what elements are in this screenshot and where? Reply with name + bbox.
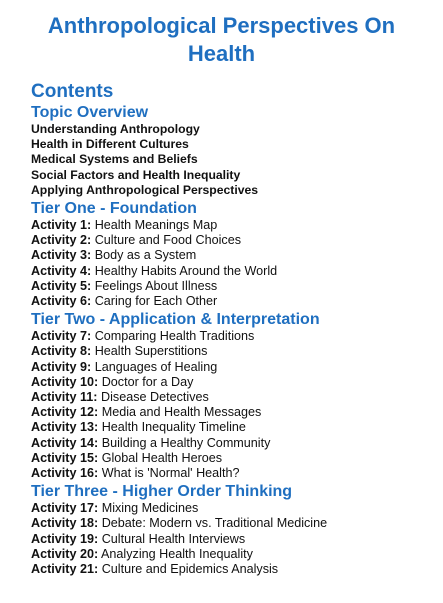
activity-item: [31, 375, 443, 390]
activity-number: Activity 1:: [31, 218, 92, 233]
activity-number: Activity 8:: [31, 344, 92, 359]
activity-number: Activity 11:: [31, 390, 98, 405]
activity-name: Media and Health Messages: [101, 405, 262, 420]
topic-overview-list: [31, 122, 443, 198]
activity-name: Global Health Heroes: [101, 450, 223, 465]
activity-name: Culture and Food Choices: [94, 233, 242, 248]
page-title: Anthropological Perspectives On Health: [47, 13, 396, 66]
activity-item: [31, 436, 443, 451]
activity-item: [31, 501, 443, 516]
activity-item: [31, 390, 443, 405]
activity-name: Disease Detectives: [101, 390, 209, 405]
activity-name: Comparing Health Traditions: [94, 329, 255, 344]
activity-number: Activity 3:: [31, 248, 92, 263]
activity-item: [31, 329, 443, 344]
activity-name: Feelings About Illness: [94, 278, 218, 293]
topic-item: Medical Systems and Beliefs: [31, 152, 198, 167]
activity-list: [31, 501, 443, 577]
activity-item: [31, 294, 443, 309]
activity-name: Languages of Healing: [94, 359, 218, 374]
activity-item: [31, 547, 443, 562]
activity-item: [31, 360, 443, 375]
tier-heading: Tier Two - Application & Interpretation: [31, 311, 320, 329]
activity-item: [31, 516, 443, 531]
activity-number: Activity 16:: [31, 466, 99, 481]
activity-number: Activity 6:: [31, 294, 92, 309]
activity-item: [31, 218, 443, 233]
activity-item: [31, 405, 443, 420]
activity-item: [31, 264, 443, 279]
activity-number: Activity 7:: [31, 329, 92, 344]
activity-name: Doctor for a Day: [101, 374, 194, 389]
activity-number: Activity 10:: [31, 374, 99, 389]
activity-name: Health Inequality Timeline: [101, 420, 246, 435]
activity-item: [31, 420, 443, 435]
activity-number: Activity 17:: [31, 501, 99, 516]
activity-number: Activity 19:: [31, 531, 99, 546]
topic-overview-heading: Topic Overview: [31, 104, 149, 121]
activity-number: Activity 18:: [31, 516, 99, 531]
tier-heading: Tier Three - Higher Order Thinking: [31, 483, 293, 501]
activity-name: Debate: Modern vs. Traditional Medicine: [101, 516, 328, 531]
activity-item: [31, 233, 443, 248]
activity-name: Mixing Medicines: [101, 501, 199, 516]
activity-number: Activity 2:: [31, 233, 92, 248]
activity-list: [31, 218, 443, 309]
topic-item: Social Factors and Health Inequality: [31, 167, 241, 182]
activity-name: What is 'Normal' Health?: [101, 466, 240, 481]
topic-item: Health in Different Cultures: [31, 137, 189, 152]
activity-number: Activity 12:: [31, 405, 99, 420]
activity-name: Health Superstitions: [94, 344, 208, 359]
activity-number: Activity 21:: [31, 562, 99, 577]
activity-item: [31, 344, 443, 359]
activity-number: Activity 20:: [31, 546, 99, 561]
activity-name: Cultural Health Interviews: [101, 531, 246, 546]
contents-heading: Contents: [31, 81, 114, 102]
activity-number: Activity 13:: [31, 420, 99, 435]
activity-number: Activity 15:: [31, 450, 99, 465]
activity-name: Culture and Epidemics Analysis: [101, 562, 279, 577]
activity-item: [31, 466, 443, 481]
tier-heading: Tier One - Foundation: [31, 200, 197, 218]
activity-name: Healthy Habits Around the World: [94, 263, 278, 278]
activity-item: [31, 562, 443, 577]
activity-name: Body as a System: [94, 248, 197, 263]
topic-item: Applying Anthropological Perspectives: [31, 182, 259, 197]
activity-name: Building a Healthy Community: [101, 435, 271, 450]
activity-name: Analyzing Health Inequality: [101, 546, 253, 561]
activity-item: [31, 248, 443, 263]
topic-item: Understanding Anthropology: [31, 122, 200, 136]
activity-name: Health Meanings Map: [94, 218, 218, 233]
activity-item: [31, 532, 443, 547]
activity-number: Activity 14:: [31, 435, 99, 450]
activity-number: Activity 4:: [31, 263, 92, 278]
activity-name: Caring for Each Other: [94, 294, 218, 309]
activity-item: [31, 451, 443, 466]
activity-list: [31, 329, 443, 481]
activity-item: [31, 279, 443, 294]
activity-number: Activity 5:: [31, 278, 92, 293]
tier-sections: [31, 200, 443, 577]
activity-number: Activity 9:: [31, 359, 92, 374]
